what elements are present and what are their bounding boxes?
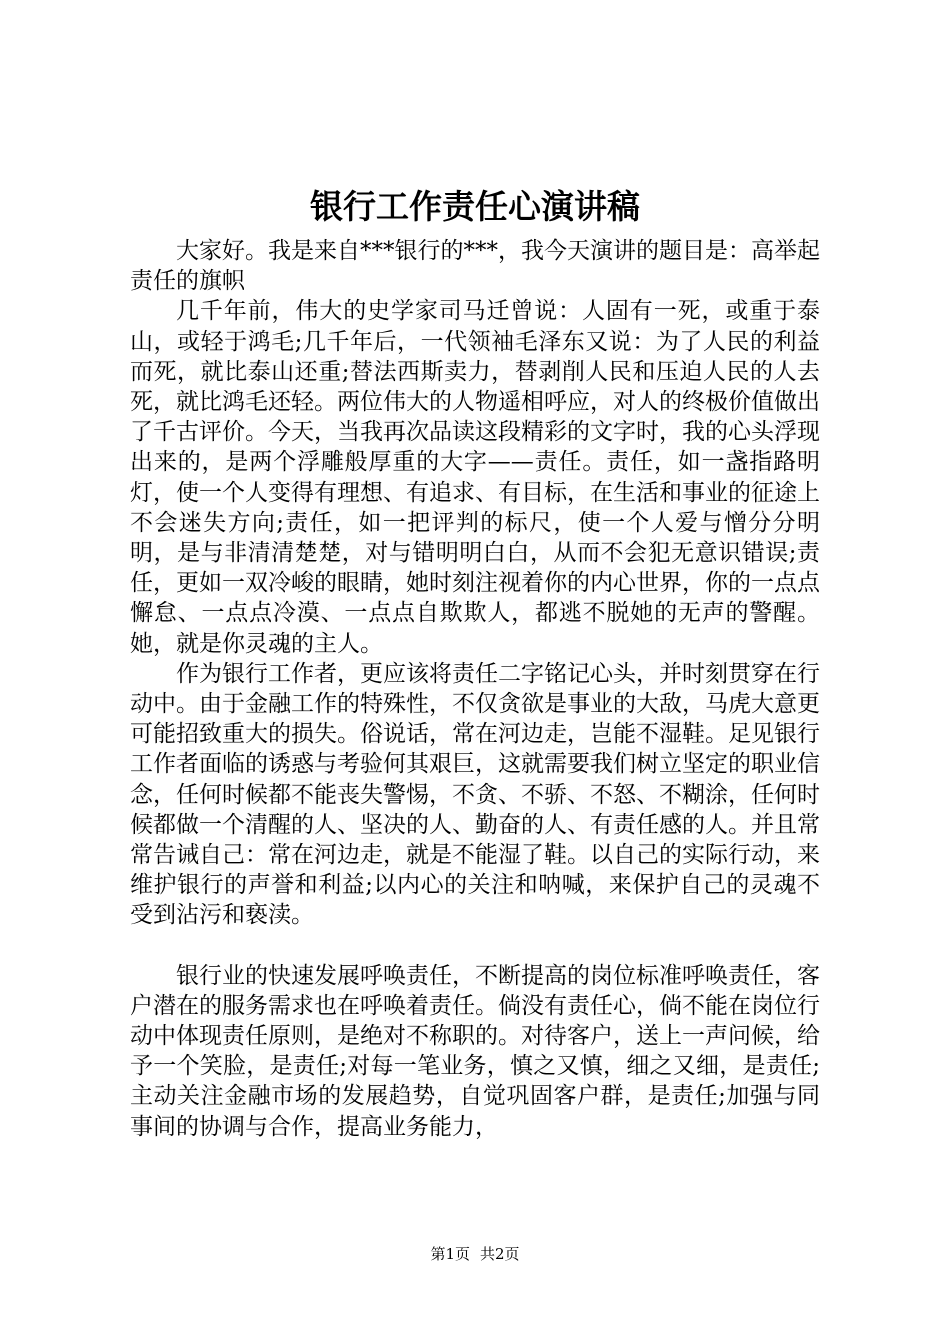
paragraph-history: 几千年前，伟大的史学家司马迁曾说：人固有一死，或重于泰山，或轻于鸿毛;几千年后，一代领袖毛泽东又说：为了人民的利益而死，就比泰山还重;替法西斯卖力，替剥削人民和压迫人民的人去死，就比鸿毛还轻。两位伟大的人物遥相呼应，对人的终极价值做出了千古评价。今天，当我再次品读这段精彩的文字时，我的心头浮现出来的，是两个浮雕般厚重的大字——责任。责任，如一盏指路明灯，使一个人变得有理想、有追求、有目标，在生活和事业的征途上不会迷失方向;责任，如一把评判的标尺，使一个人爱与憎分分明明，是与非清清楚楚，对与错明明白白，从而不会犯无意识错误;责任，更如一双冷峻的眼睛，她时刻注视着你的内心世界，你的一点点懈怠、一点点冷漠、一点点自欺欺人，都逃不脱她的无声的警醒。她，就是你灵魂的主人。 bbox=[130, 298, 820, 657]
document-body bbox=[130, 236, 820, 1142]
paragraph-greeting: 大家好。我是来自***银行的***，我今天演讲的题目是：高举起责任的旗帜 bbox=[130, 238, 820, 295]
page-footer bbox=[0, 1244, 950, 1264]
paragraph-industry: 银行业的快速发展呼唤责任，不断提高的岗位标准呼唤责任，客户潜在的服务需求也在呼唤着责任。倘没有责任心，倘不能在岗位行动中体现责任原则，是绝对不称职的。对待客户，送上一声问候，给予一个笑脸，是责任;对每一笔业务，慎之又慎，细之又细，是责任;主动关注金融市场的发展趋势，自觉巩固客户群，是责任;加强与同事间的协调与合作，提高业务能力， bbox=[130, 962, 820, 1140]
document-title: 银行工作责任心演讲稿 bbox=[310, 187, 640, 226]
page-number: 第1页 bbox=[430, 1245, 470, 1263]
page-total: 共2页 bbox=[480, 1245, 520, 1263]
paragraph-bank-worker: 作为银行工作者，更应该将责任二字铭记心头，并时刻贯穿在行动中。由于金融工作的特殊性，不仅贪欲是事业的大敌，马虎大意更可能招致重大的损失。俗说话，常在河边走，岂能不湿鞋。足见银行工作者面临的诱惑与考验何其艰巨，这就需要我们树立坚定的职业信念，任何时候都不能丧失警惕，不贪、不骄、不怒、不糊涂，任何时候都做一个清醒的人、坚决的人、勤奋的人、有责任感的人。并且常常告诫自己：常在河边走，就是不能湿了鞋。以自己的实际行动，来维护银行的声誉和利益;以内心的关注和呐喊，来保护自己的灵魂不受到沾污和亵渎。 bbox=[130, 660, 820, 929]
